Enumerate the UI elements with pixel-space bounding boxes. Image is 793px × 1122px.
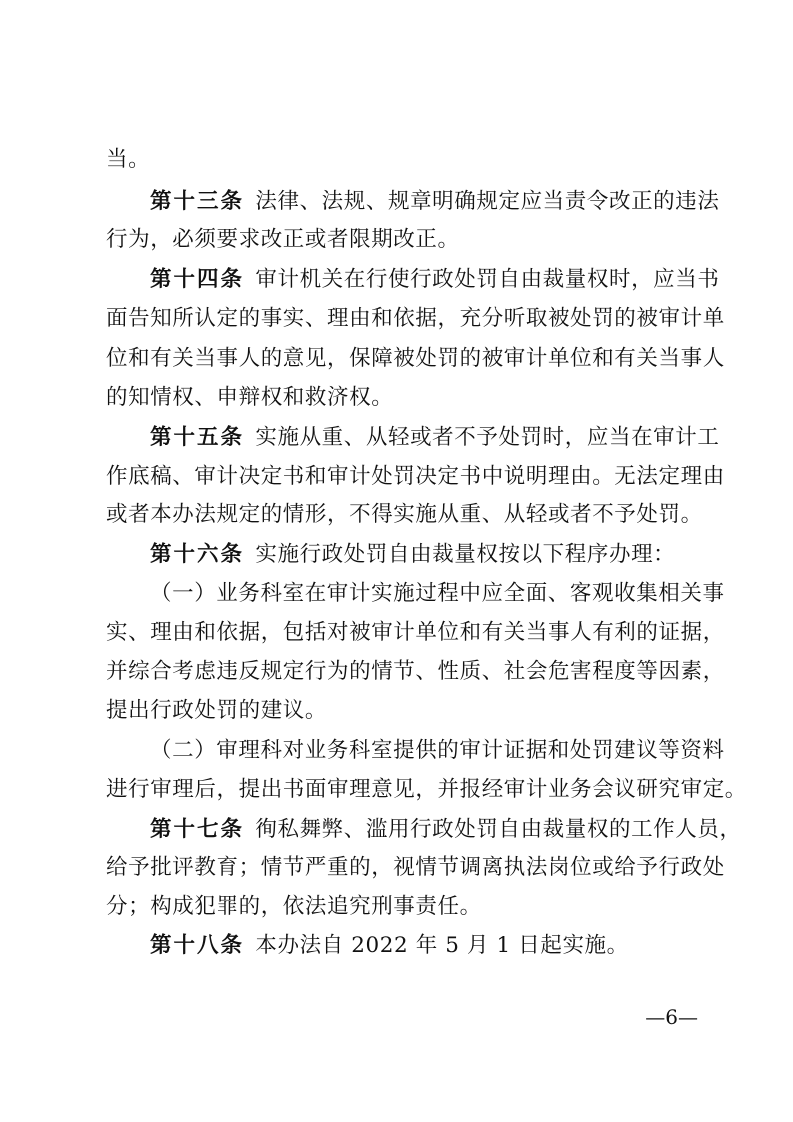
list-item-2-line: （二）审理科对业务科室提供的审计证据和处罚建议等资料 (150, 738, 725, 763)
article-13-line: 第十三条 法律、法规、规章明确规定应当责令改正的违法 (150, 189, 720, 214)
article-18-line: 第十八条 本办法自 2022 年 5 月 1 日起实施。 (150, 933, 629, 958)
text-line: 分；构成犯罪的，依法追究刑事责任。 (106, 894, 482, 919)
text-line: 实、理由和依据，包括对被审计单位和有关当事人有利的证据， (106, 620, 725, 645)
article-number: 第十四条 (150, 267, 245, 292)
text-line: 提出行政处罚的建议。 (106, 698, 328, 723)
text-line: 给予批评教育；情节严重的，视情节调离执法岗位或给予行政处 (106, 855, 725, 880)
article-16-line: 第十六条 实施行政处罚自由裁量权按以下程序办理： (150, 542, 676, 567)
article-15-line: 第十五条 实施从重、从轻或者不予处罚时，应当在审计工 (150, 425, 720, 450)
text-line: 作底稿、审计决定书和审计处罚决定书中说明理由。无法定理由 (106, 464, 725, 489)
list-item-1-line: （一）业务科室在审计实施过程中应全面、客观收集相关事 (150, 581, 725, 606)
text-line: 行为，必须要求改正或者限期改正。 (106, 227, 460, 252)
article-number: 第十五条 (150, 425, 245, 450)
text-line: 进行审理后，提出书面审理意见，并报经审计业务会议研究审定。 (106, 777, 747, 802)
text-line: 当。 (106, 147, 151, 172)
text-line: 并综合考虑违反规定行为的情节、性质、社会危害程度等因素， (106, 659, 725, 684)
text-line: 或者本办法规定的情形，不得实施从重、从轻或者不予处罚。 (106, 502, 703, 527)
page-number: —6— (645, 1005, 698, 1029)
article-number: 第十六条 (150, 542, 245, 567)
article-number: 第十八条 (150, 933, 245, 958)
text-line: 的知情权、申辩权和救济权。 (106, 385, 394, 410)
article-number: 第十三条 (150, 189, 245, 214)
text-line: 面告知所认定的事实、理由和依据，充分听取被处罚的被审计单 (106, 306, 725, 331)
article-14-line: 第十四条 审计机关在行使行政处罚自由裁量权时，应当书 (150, 267, 720, 292)
article-17-line: 第十七条 徇私舞弊、滥用行政处罚自由裁量权的工作人员， (150, 817, 742, 842)
article-number: 第十七条 (150, 817, 245, 842)
text-line: 位和有关当事人的意见，保障被处罚的被审计单位和有关当事人 (106, 346, 725, 371)
